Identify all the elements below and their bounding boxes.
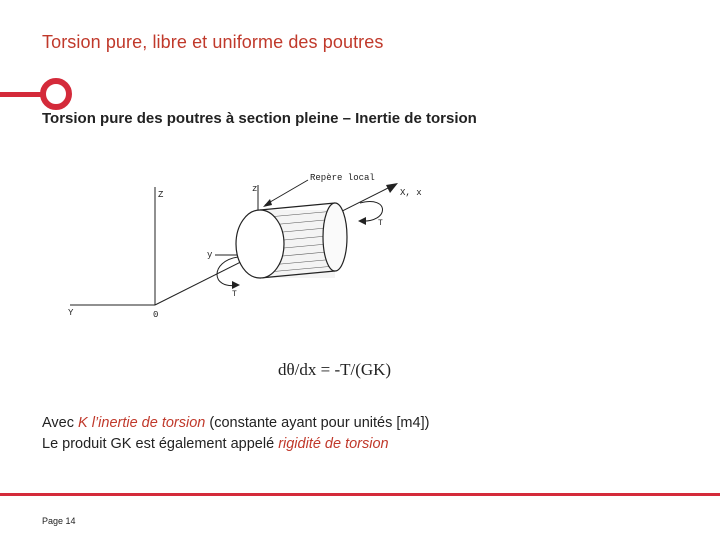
footer-divider [0,493,720,496]
line1-suffix: (constante ayant pour unités [m4]) [205,415,430,431]
description [42,413,429,455]
torsion-formula: dθ/dx = -T/(GK) [278,360,392,379]
accent-ring-icon [40,78,72,110]
torsion-diagram [60,165,440,325]
label-z-global: Z [158,190,164,200]
label-origin: 0 [153,310,159,320]
rigidite-term: rigidité de torsion [278,436,389,452]
description-line-1 [42,413,429,434]
label-y-global: Y [68,308,74,318]
line2-prefix: Le produit GK est également appelé [42,436,279,452]
slide-title: Torsion pure, libre et uniforme des poutres [42,32,384,52]
description-line-2 [42,434,429,455]
line1-prefix: Avec [42,415,79,431]
page-number: Page 14 [42,516,76,526]
label-y-local: y [207,250,213,260]
repere-pointer [265,180,308,205]
inertie-term: K l’inertie de torsion [78,415,206,431]
section-subtitle: Torsion pure des poutres à section pleine – Inertie de torsion [42,110,477,127]
label-T-left: T [232,290,237,299]
beam-end-right [323,203,347,271]
label-T-right: T [378,219,383,228]
label-repere-local: Repère local [310,173,375,183]
label-x: X, x [400,188,422,198]
beam-end-left [236,210,284,278]
x-arrowhead-icon [386,183,398,193]
torque-arrow-left-icon [217,257,238,286]
label-z-local: z [252,184,258,194]
